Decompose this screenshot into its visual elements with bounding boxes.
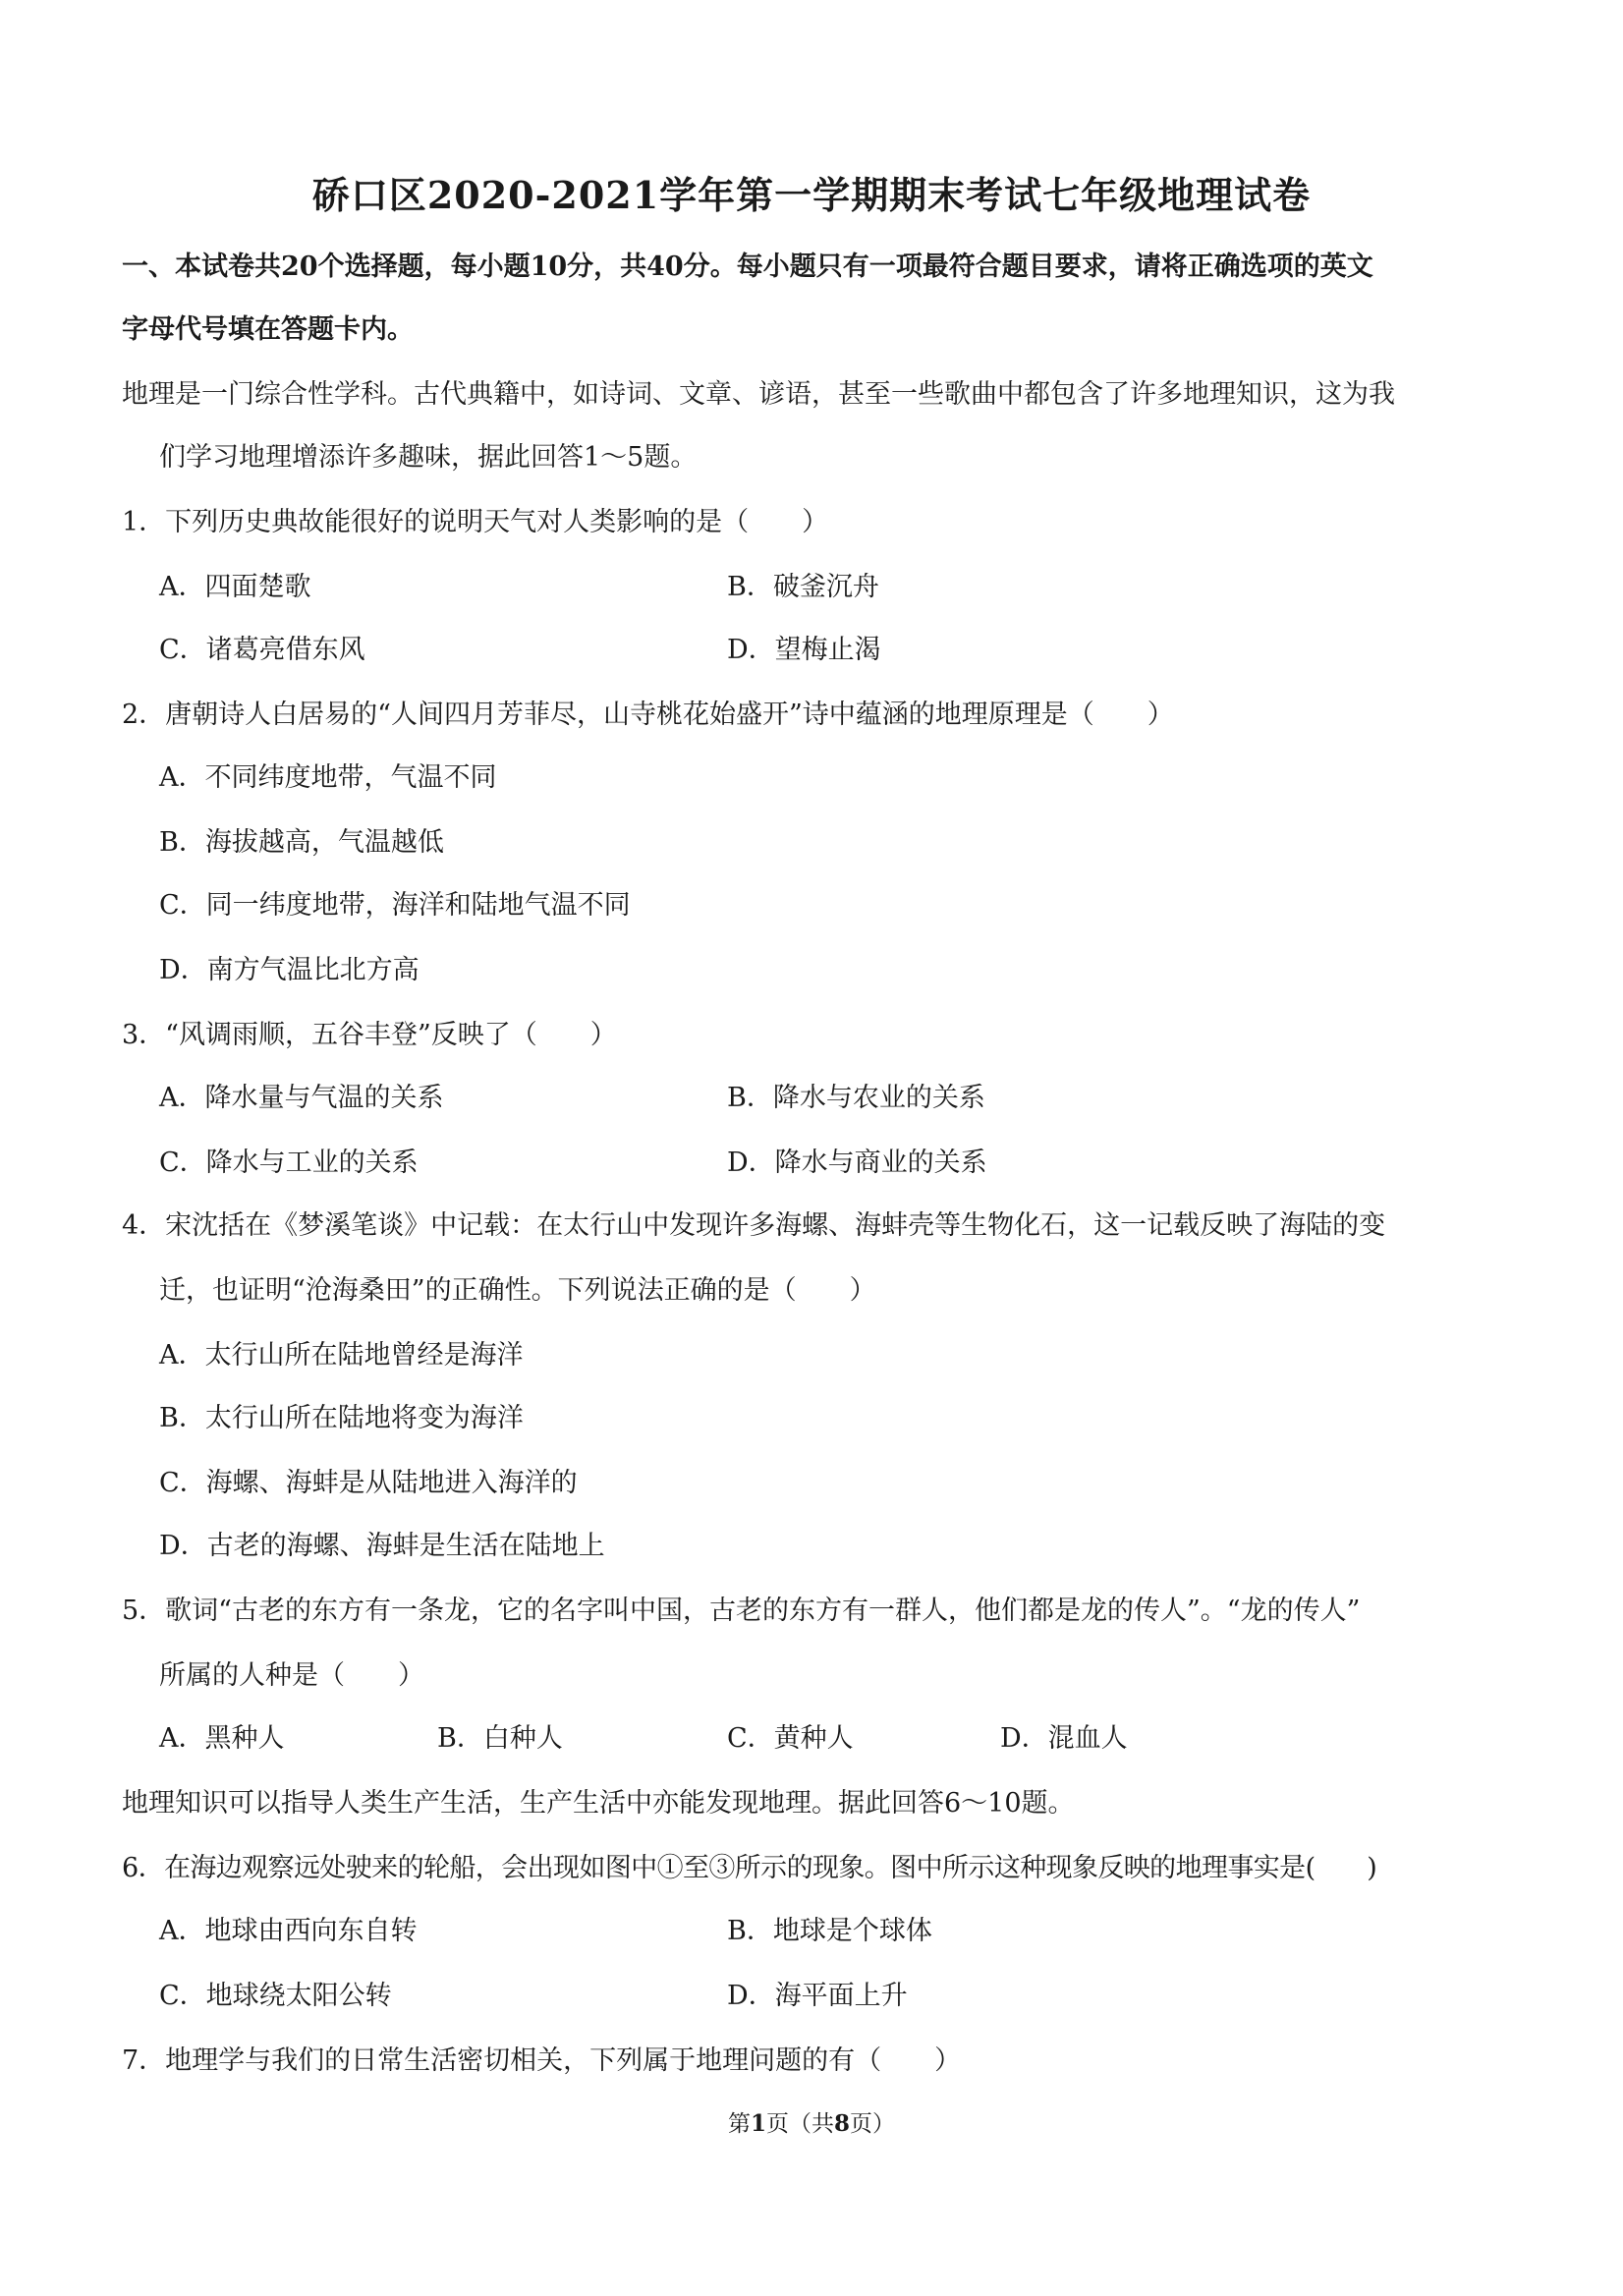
question-5-option-c: C．黄种人 <box>727 1723 854 1754</box>
question-5-option-a: A．黑种人 <box>159 1723 285 1754</box>
question-3-option-a: A．降水量与气温的关系 <box>159 1083 444 1113</box>
question-6-option-a: A．地球由西向东自转 <box>159 1916 418 1946</box>
intro-paragraph-line1: 地理是一门综合性学科。古代典籍中，如诗词、文章、谚语，甚至一些歌曲中都包含了许多地理知识，这为我 <box>122 379 1395 410</box>
question-2-stem: 2．唐朝诗人白居易的“人间四月芳菲尽，山寺桃花始盛开”诗中蕴涵的地理原理是（ ） <box>122 700 1174 730</box>
question-6-option-c: C．地球绕太阳公转 <box>159 1981 392 2011</box>
question-4-stem-line1: 4．宋沈括在《梦溪笔谈》中记载：在太行山中发现许多海螺、海蚌壳等生物化石，这一记载反映了海陆的变 <box>122 1210 1386 1241</box>
section-instruction-line2: 字母代号填在答题卡内。 <box>122 314 414 345</box>
question-1-option-a: A．四面楚歌 <box>159 572 311 602</box>
footer-prefix: 第 <box>727 2111 751 2137</box>
question-3-option-c: C．降水与工业的关系 <box>159 1148 419 1178</box>
question-4-option-a: A．太行山所在陆地曾经是海洋 <box>159 1340 524 1371</box>
footer-page-number: 1 <box>750 2110 766 2137</box>
question-4-option-b: B．太行山所在陆地将变为海洋 <box>159 1403 524 1433</box>
question-5-stem-line1: 5．歌词“古老的东方有一条龙，它的名字叫中国，古老的东方有一群人，他们都是龙的传人”。“龙的传人” <box>122 1596 1361 1626</box>
question-2-option-c: C．同一纬度地带，海洋和陆地气温不同 <box>159 890 631 921</box>
section-instruction-line1: 一、本试卷共20个选择题，每小题10分，共40分。每小题只有一项最符合题目要求，请将正确选项的英文 <box>122 252 1373 282</box>
question-4-stem-line2: 迁，也证明“沧海桑田”的正确性。下列说法正确的是（ ） <box>159 1275 876 1306</box>
footer-middle: 页（共 <box>766 2111 834 2137</box>
question-4-option-c: C．海螺、海蚌是从陆地进入海洋的 <box>159 1468 578 1498</box>
question-1-option-d: D．望梅止渴 <box>727 635 881 665</box>
question-1-option-b: B．破釜沉舟 <box>727 572 879 602</box>
question-1-stem: 1．下列历史典故能很好的说明天气对人类影响的是（ ） <box>122 507 829 537</box>
intro-paragraph-line2: 们学习地理增添许多趣味，据此回答1～5题。 <box>159 442 698 473</box>
question-2-option-a: A．不同纬度地带，气温不同 <box>159 762 497 793</box>
page-title: 硚口区2020-2021学年第一学期期末考试七年级地理试卷 <box>311 173 1312 217</box>
question-2-option-b: B．海拔越高，气温越低 <box>159 827 444 858</box>
page-footer <box>0 2105 1623 2138</box>
question-4-option-d: D．古老的海螺、海蚌是生活在陆地上 <box>159 1531 605 1561</box>
intro-paragraph-2: 地理知识可以指导人类生产生活，生产生活中亦能发现地理。据此回答6～10题。 <box>122 1788 1075 1819</box>
question-5-option-b: B．白种人 <box>437 1723 563 1754</box>
question-6-stem: 6．在海边观察远处驶来的轮船，会出现如图中①至③所示的现象。图中所示这种现象反映的地理事实是( ) <box>122 1853 1377 1883</box>
question-6-option-d: D．海平面上升 <box>727 1981 908 2011</box>
question-3-option-d: D．降水与商业的关系 <box>727 1148 987 1178</box>
question-1-option-c: C．诸葛亮借东风 <box>159 635 365 665</box>
footer-total-pages: 8 <box>834 2110 851 2137</box>
question-5-stem-line2: 所属的人种是（ ） <box>159 1660 424 1691</box>
question-3-stem: 3．“风调雨顺，五谷丰登”反映了（ ） <box>122 1020 617 1050</box>
question-5-option-d: D．混血人 <box>1000 1723 1128 1754</box>
question-7-stem: 7．地理学与我们的日常生活密切相关，下列属于地理问题的有（ ） <box>122 2045 962 2076</box>
question-6-option-b: B．地球是个球体 <box>727 1916 932 1946</box>
footer-suffix: 页） <box>850 2111 896 2137</box>
question-3-option-b: B．降水与农业的关系 <box>727 1083 985 1113</box>
question-2-option-d: D．南方气温比北方高 <box>159 955 420 985</box>
